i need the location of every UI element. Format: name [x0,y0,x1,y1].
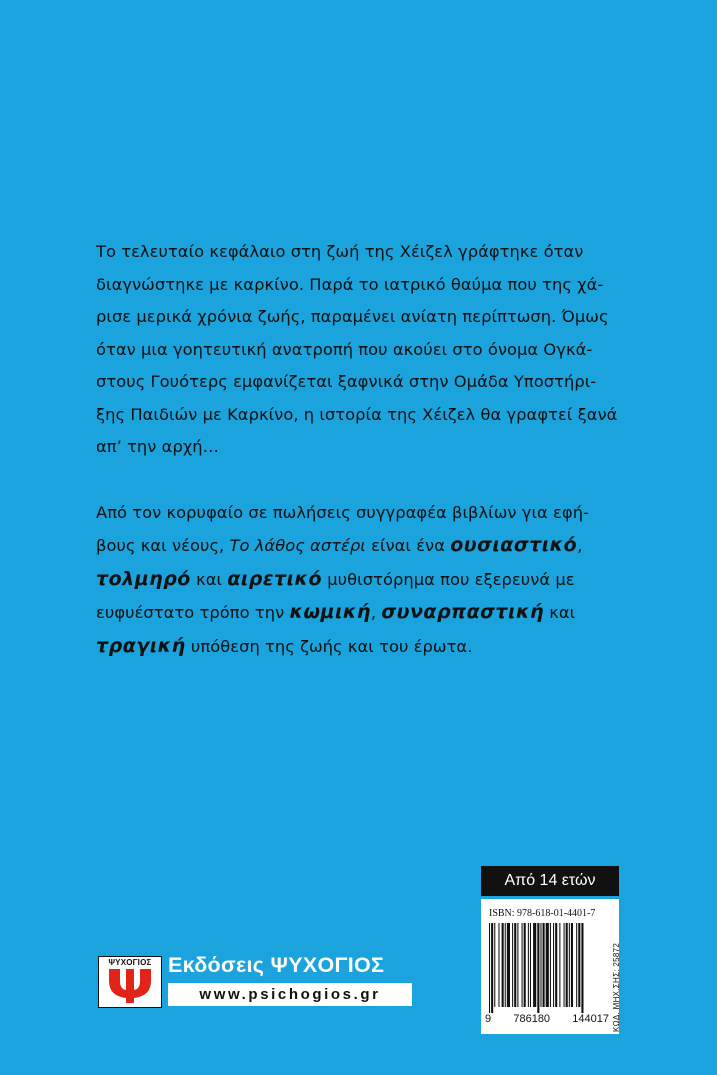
praise-text: υπόθεση της ζωής και του έρωτα. [185,636,473,656]
handwritten-word: αιρετικό [227,567,323,590]
handwritten-word: τραγική [96,634,186,657]
handwritten-word: συναρπαστική [381,601,544,623]
back-cover-blurb [96,236,632,663]
praise-text: μυθιστόρημα που εξερευνά με [322,569,575,589]
isbn-text: ISBN: 978-618-01-4401-7 [489,908,596,919]
publisher-logo-text: ΨΥΧΟΓΙΟΣ [108,958,152,967]
barcode-icon [489,923,611,1013]
synopsis-paragraph [96,236,632,464]
praise-line: Από τον κορυφαίο σε πωλήσεις συγγραφέα βιβλίων για εφή- [96,502,589,522]
synopsis-line: διαγνώστηκε με καρκίνο. Παρά το ιατρικό θαύμα που της χά- [96,274,604,294]
age-rating-badge: Από 14 ετών [481,866,619,896]
publisher-name: Εκδόσεις ΨΥΧΟΓΙΟΣ [168,953,385,977]
praise-text: βους και νέους, [96,536,230,555]
handwritten-word: ουσιαστικό [450,534,578,556]
synopsis-line: ξης Παιδιών με Καρκίνο, η ιστορία της Χέιζελ θα γραφτεί ξανά [96,404,618,424]
synopsis-line: στους Γουότερς εμφανίζεται ξαφνικά στην Ομάδα Υποστήρι- [96,372,597,391]
synopsis-line: απ’ την αρχή… [96,437,219,456]
punctuation: , [370,603,382,622]
product-code: ΚΩΔ. ΜΗΧ.ΣΗΣ: 25872 [612,942,621,1032]
barcode-digit-first: 9 [485,1013,492,1025]
barcode-digit-group: 144017 [572,1013,609,1025]
barcode-digit-group: 786180 [513,1013,551,1025]
isbn-barcode-panel [481,899,619,1034]
publisher-logo [98,956,162,1008]
book-title: Το λάθος αστέρι [229,536,366,555]
praise-text: και [544,603,576,622]
synopsis-line: ρισε μερικά χρόνια ζωής, παραμένει ανίατη περίπτωση. Όμως [96,307,609,326]
praise-text: ευφυέστατο τρόπο την [96,603,290,622]
barcode-digits [485,1013,615,1025]
psi-logo-icon [107,967,153,1005]
publisher-url: www.psichogios.gr [168,983,412,1006]
author-praise-paragraph [96,497,632,664]
praise-text: και [190,569,228,589]
punctuation: , [577,536,583,555]
synopsis-line: Το τελευταίο κεφάλαιο στη ζωή της Χέιζελ γράφτηκε όταν [96,242,584,261]
handwritten-word: κωμική [289,601,371,623]
synopsis-line: όταν μια γοητευτική ανατροπή που ακούει στο όνομα Ογκά- [96,339,593,359]
handwritten-word: τολμηρό [96,567,191,590]
praise-text: είναι ένα [365,536,451,555]
